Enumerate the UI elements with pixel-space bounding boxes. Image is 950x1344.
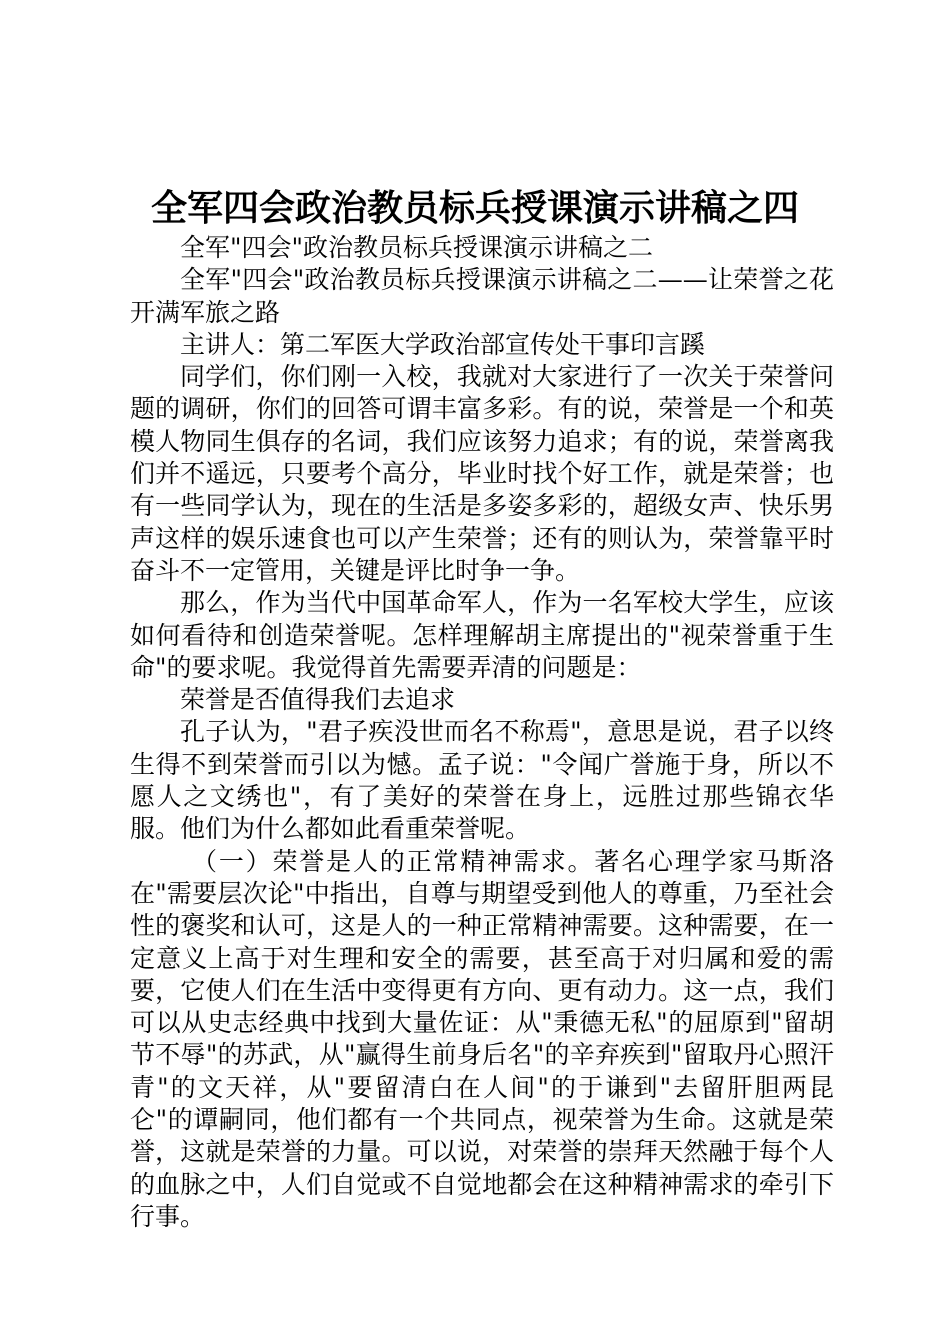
body-paragraph: 那么，作为当代中国革命军人，作为一名军校大学生，应该如何看待和创造荣誉呢。怎样理解胡主席提出的"视荣誉重于生命"的要求呢。我觉得首先需要弄清的问题是：: [130, 588, 834, 682]
speaker-paragraph: 主讲人：第二军医大学政治部宣传处干事印言蹊: [180, 329, 706, 359]
document-body: [130, 232, 834, 1233]
body-paragraph: 孔子认为，"君子疾没世而名不称焉"，意思是说，君子以终生得不到荣誉而引以为憾。孟子说："令闻广誉施于身，所以不愿人之文绣也"，有了美好的荣誉在身上，远胜过那些锦衣华服。他们为什么都如此看重荣誉呢。: [130, 717, 834, 844]
document-title: 全军四会政治教员标兵授课演示讲稿之四: [150, 187, 799, 229]
body-paragraph: 同学们，你们刚一入校，我就对大家进行了一次关于荣誉问题的调研，你们的回答可谓丰富多彩。有的说，荣誉是一个和英模人物同生俱存的名词，我们应该努力追求；有的说，荣誉离我们并不遥远，只要考个高分，毕业时找个好工作，就是荣誉；也有一些同学认为，现在的生活是多姿多彩的，超级女声、快乐男声这样的娱乐速食也可以产生荣誉；还有的则认为，荣誉靠平时奋斗不一定管用，关键是评比时争一争。: [130, 362, 834, 585]
section-heading: 荣誉是否值得我们去追求: [180, 685, 456, 715]
full-title-paragraph: 全军"四会"政治教员标兵授课演示讲稿之二——让荣誉之花开满军旅之路: [130, 265, 834, 327]
body-paragraph: （一）荣誉是人的正常精神需求。著名心理学家马斯洛在"需要层次论"中指出，自尊与期望受到他人的尊重，乃至社会性的褒奖和认可，这是人的一种正常精神需要。这种需要，在一定意义上高于对生理和安全的需要，甚至高于对归属和爱的需要，它使人们在生活中变得更有方向、更有动力。这一点，我们可以从史志经典中找到大量佐证：从"秉德无私"的屈原到"留胡节不辱"的苏武，从"赢得生前身后名"的辛弃疾到"留取丹心照汗青"的文天祥，从"要留清白在人间"的于谦到"去留肝胆两昆仑"的谭嗣同，他们都有一个共同点，视荣誉为生命。这就是荣誉，这就是荣誉的力量。可以说，对荣誉的崇拜天然融于每个人的血脉之中，人们自觉或不自觉地都会在这种精神需求的牵引下行事。: [130, 846, 834, 1231]
subtitle-paragraph: 全军"四会"政治教员标兵授课演示讲稿之二: [180, 233, 653, 262]
